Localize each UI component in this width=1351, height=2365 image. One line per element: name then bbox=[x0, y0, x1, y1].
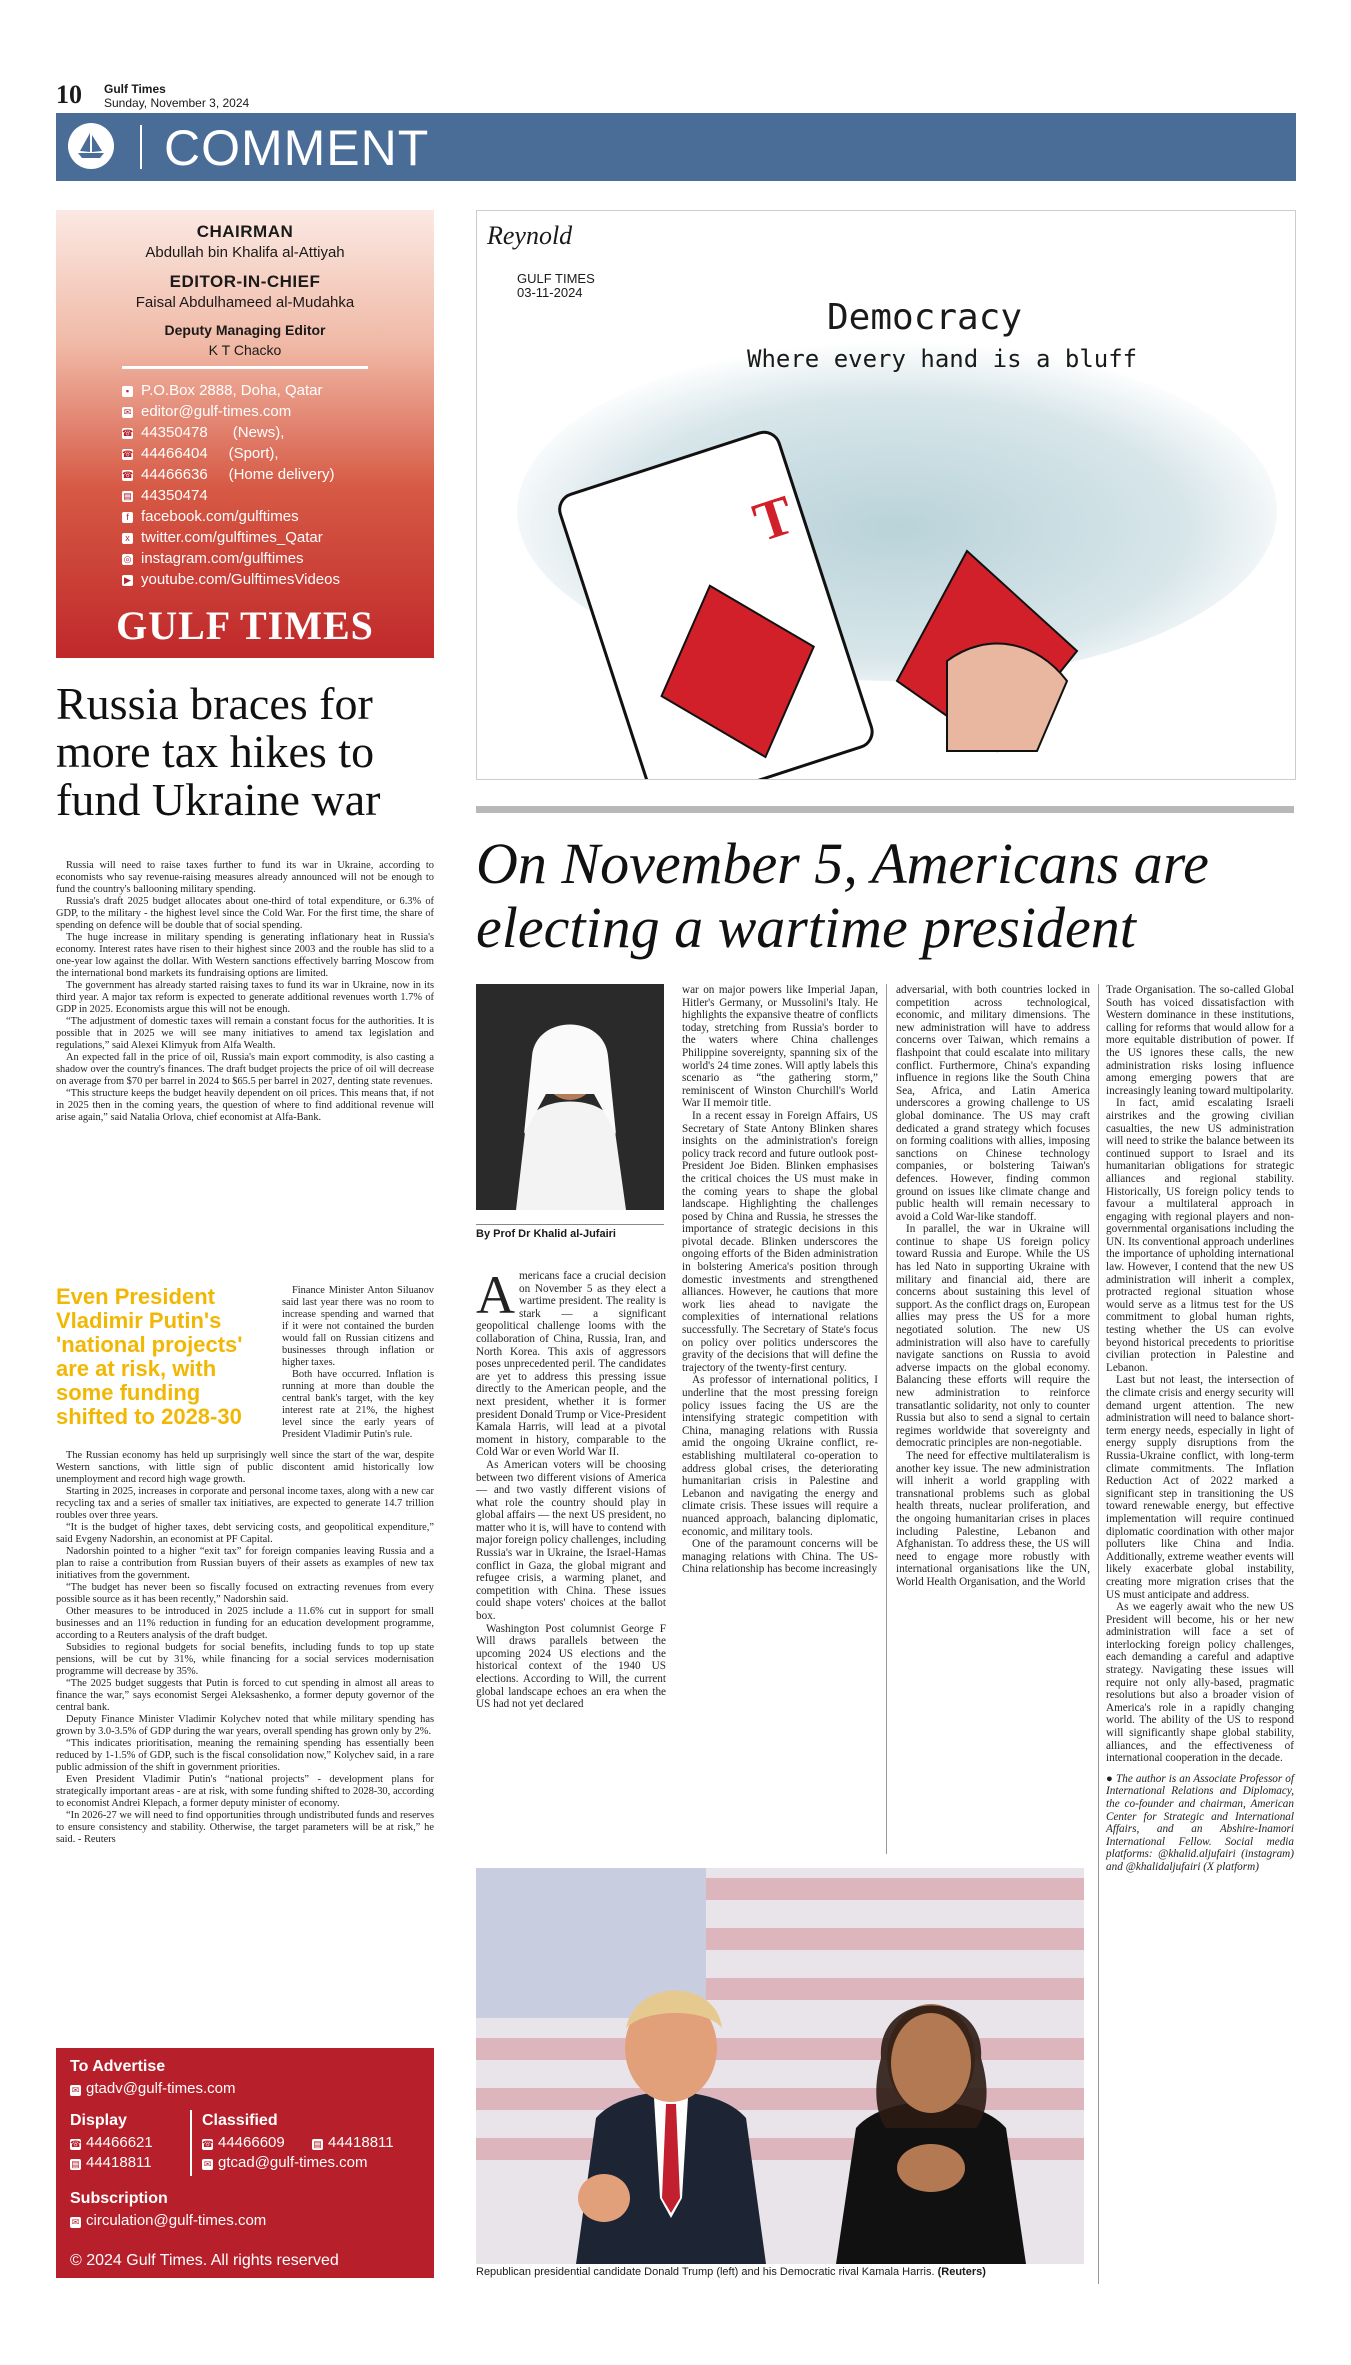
display-fax[interactable]: ▤ 44418811 bbox=[71, 2154, 152, 2171]
instagram-icon: ◎ bbox=[123, 554, 132, 564]
main-article-col3: adversarial, with both countries locked in competition across technological, economic, and military dimensions. The new administration will have to address concerns over Taiwan, which remains a flashpoint that could escalate into military conflict. Furthermore, China's expanding influence in regions like the South China Sea, Africa, and Latin America underscores a growing challenge to US global dominance. The US may craft dedicated a grand strategy which focuses on forming coalitions with allies, imposing sanctions on Chinese technology companies, or bolstering Taiwan's defences. However, finding common ground on issues like climate change and public health will remain necessary to avoid a Cold War-like standoff. In parallel, the war in Ukraine will continue to shape US foreign policy toward Russia and Europe. While the US has led Nato in supporting Ukraine with military and financial aid, there are concerns about sustaining this level of support. As the conflict drags on, European allies may press the US for a more negotiated solution. The new US administration will also have to carefully navigate sanctions on Russia to avoid adverse impacts on the global economy. Balancing these efforts will require the new administration to reinforce transatlantic solidarity, not only to counter Russia but also to send a signal to certain regimes worldwide that sovereignty and democratic principles are non-negotiable. The need for effective multilateralism is another key issue. The new administration will inherit a world grappling with transnational problems such as global health threats, nuclear proliferation, and the ongoing humanitarian crises in places including Palestine, Lebanon and Afghanistan. To address these, the US will need to engage more robustly with international organisations like the UN, World Health Organisation, and the World bbox=[896, 984, 1090, 1588]
left-article-body-bottom: The Russian economy has held up surprisingly well since the start of the war, despite Western sanctions, with little sign of public discontent amid historically low unemployment and record high wage growth. Starting in 2025, increases in corporate and personal income taxes, along with a new car recycling tax and a series of smaller tax initiatives, are expected to generate 14.7 trillion roubles over three years. “It is the budget of higher taxes, debt servicing costs, and geopolitical expenditure,” said Evgeny Nadorshin, an economist at PF Capital. Nadorshin pointed to a higher “exit tax” for foreign companies leaving Russia and a plan to raise a contribution from Russian buyers of their assets as examples of new tax initiatives from the government. “The budget has never been so fiscally focused on extracting revenues from every possible source as it has been recently,” Nadorshin said. Other measures to be introduced in 2025 include a 11.6% cut in support for small businesses and an 11% reduction in funding for an education development programme, according to a Reuters analysis of the draft budget. Subsidies to regional budgets for social benefits, including funds to top up state pensions, will be cut by 31%, while financing for a social services modernisation programme will decrease by 35%. “The 2025 budget suggests that Putin is forced to cut spending in almost all areas to finance the war,” says economist Sergei Aleksashenko, a former deputy governor of the central bank. Deputy Finance Minister Vladimir Kolychev noted that while military spending has grown by 3.0-3.5% of GDP during the war years, overall spending has grown only by 2%. “This indicates prioritisation, meaning the remaining spending has essentially been reduced by 1-1.5% of GDP, such is the fiscal consolidation now,” Kolychev said, in a rare public admission of the shift in government priorities. Even President Vladimir Putin's “national projects” - development plans for strategically important areas - are at risk, with some funding shifted to 2028-30, according to economist Andrei Klepach, a former deputy minister of economy. “In 2026-27 we will need to find opportunities through undistributed funds and reserves to ensure consistency and stability. Otherwise, the target parameters will be at risk,” he said. - Reuters bbox=[56, 1450, 434, 1845]
chairman-title: CHAIRMAN bbox=[196, 222, 294, 241]
x-icon: x bbox=[122, 533, 133, 544]
cartoon-date: 03-11-2024 bbox=[517, 285, 583, 300]
main-article-headline: On November 5, Americans are electing a wartime president bbox=[476, 831, 1209, 960]
advertise-email[interactable]: ✉ gtadv@gulf-times.com bbox=[71, 2080, 236, 2097]
publication-name: Gulf Times bbox=[104, 82, 166, 96]
left-article-side-column: Finance Minister Anton Siluanov said last year there was no room to increase spending and warned that if it were not contained the burden would fall on Russian citizens and businesses through inflation or higher taxes. Both have occurred. Inflation is running at more than double the central bank's target, with the key interest rate at 21%, the highest level since the early years of President Vladimir Putin's rule. bbox=[282, 1285, 434, 1440]
email-icon: ✉ bbox=[71, 2217, 80, 2227]
fax-icon: ▤ bbox=[313, 2139, 322, 2149]
gulf-times-logo: GULF TIMES bbox=[116, 603, 374, 648]
masthead-divider bbox=[122, 366, 368, 369]
photo-credit: (Reuters) bbox=[937, 2266, 986, 2278]
card-letter: T bbox=[746, 483, 802, 555]
youtube-icon: ▶ bbox=[122, 575, 133, 586]
chairman-name: Abdullah bin Khalifa al-Attiyah bbox=[145, 244, 345, 261]
contact-facebook[interactable]: f facebook.com/gulftimes bbox=[122, 508, 299, 525]
deputy-name: K T Chacko bbox=[208, 342, 282, 358]
subscription-email[interactable]: ✉ circulation@gulf-times.com bbox=[71, 2212, 267, 2229]
contact-fax[interactable]: ▤ 44350474 bbox=[123, 487, 208, 504]
cartoon-publication: GULF TIMES bbox=[517, 271, 595, 286]
author-photo bbox=[476, 984, 664, 1210]
ad-divider bbox=[190, 2110, 192, 2176]
email-icon: ✉ bbox=[123, 407, 132, 417]
advertising-box bbox=[56, 2048, 434, 2278]
author-note: ● The author is an Associate Professor of International Relations and Diplomacy, the co-founder and chairman, American Center for Strategic and International Affairs, and an Abshire-Inamori International Fellow. Social media platforms: @khalid.aljufairi (instagram) and @khalidaljufairi (X platform) bbox=[1106, 1772, 1294, 1873]
main-article-col4: Trade Organisation. The so-called Global South has voiced dissatisfaction with Western dominance in these institutions, calling for reforms that would allow for a more equitable distribution of power. If the US ignores these calls, the new administration risks losing influence among emerging powers that are increasingly leaning toward multipolarity. In fact, amid escalating Israeli airstrikes and the growing civilian casualties, the new US administration will need to strike the balance between its continued support to Israel and its humanitarian obligations for strategic alliances and regional stability. Historically, US foreign policy tends to favour a multilateral approach in engaging with regional players and non-governmental organisations including the UN. Its conventional approach underlines the importance of upholding international law. However, I contend that the new US administration will inherit a complex, protracted regional situation whose would serve as a litmus test for the US commitment to global human rights, testing whether the US can evolve beyond historical precedents to prioritise civilian protection in Palestine and Lebanon. Last but not least, the intersection of the climate crisis and energy security will demand urgent attention. The new administration will need to balance short-term energy needs, especially in light of energy supply disruptions from the Russia-Ukraine conflict, with long-term climate commitments. The Inflation Reduction Act of 2022 marked a significant step in transitioning the US toward renewable energy, but effective implementation will require continued diplomatic coordination with other major polluters like China and India. Additionally, extreme weather events will likely exacerbate global instability, creating more migration crises that the US must anticipate and address. As we eagerly await who the new US President will become, his or her new administration will face a set of interlocking foreign policy challenges, each demanding a careful and adaptive strategy. Navigating these issues will require not only ally-based, pragmatic resolutions but also a broader vision of America's role in a rapidly changing world. The ability of the US to respond will significantly shape global stability, alliances, and the effectiveness of international cooperation in the decade. ● The author is an Associate Professor of International Relations and Diplomacy, the co-founder and chairman, American Center for Strategic and International Affairs, and an Abshire-Inamori International Fellow. Social media platforms: @khalid.aljufairi (instagram) and @khalidaljufairi (X platform) bbox=[1106, 984, 1294, 1873]
candidates-photo bbox=[476, 1868, 1084, 2264]
main-article-col1: A mericans face a crucial decision on November 5 as they elect a wartime president. The reality is stark — a significant geopolitical challenge looms with the collaboration of China, Russia, Iran, and North Korea. This axis of aggressors poses unprecedented peril. The candidates are yet to address this pressing issue directly to the American people, and the next president, whether it is former president Donald Trump or Vice-President Kamala Harris, will lead at a pivotal moment in history, comparable to the Cold War or even World War II. As American voters will be choosing between two different visions of America — and two vastly different visions of what role the country should play in global affairs — the next US president, no matter who it is, will have to contend with major foreign policy challenges, including Russia's war in Ukraine, the Israel-Hamas conflict in Gaza, the global migrant and refugee crisis, a warming planet, and competition with China. These issues could shape voters' choices at the ballot box. Washington Post columnist George F Will draws parallels between the upcoming 2024 US elections and the historical context of the 1940 US elections. According to Will, the current global landscape echoes an era when the US had not yet declared bbox=[476, 1265, 666, 1711]
contact-address: ▪ P.O.Box 2888, Doha, Qatar bbox=[122, 382, 323, 399]
phone-icon: ☎ bbox=[70, 2139, 82, 2149]
editor-name: Faisal Abdulhameed al-Mudahka bbox=[135, 294, 355, 311]
column-rule bbox=[886, 984, 887, 1854]
email-icon: ✉ bbox=[203, 2159, 212, 2169]
byline: By Prof Dr Khalid al-Jufairi bbox=[476, 1228, 616, 1240]
facebook-icon: f bbox=[122, 512, 133, 523]
editorial-cartoon bbox=[476, 210, 1296, 780]
deputy-title: Deputy Managing Editor bbox=[164, 322, 326, 338]
page-number: 10 bbox=[56, 80, 82, 109]
phone-icon: ☎ bbox=[122, 449, 134, 459]
copyright: © 2024 Gulf Times. All rights reserved bbox=[70, 2252, 339, 2269]
section-rule bbox=[476, 806, 1294, 813]
publication-date: Sunday, November 3, 2024 bbox=[104, 96, 250, 110]
column-rule bbox=[1098, 984, 1099, 2284]
contact-instagram[interactable]: ◎ instagram.com/gulftimes bbox=[123, 550, 304, 567]
pull-quote: Even President Vladimir Putin's 'national projects' are at risk, with some funding shifted to 2028-30 bbox=[56, 1284, 243, 1429]
contact-email[interactable]: ✉ editor@gulf-times.com bbox=[123, 403, 292, 420]
left-article-headline: Russia braces for more tax hikes to fund Ukraine war bbox=[56, 678, 381, 825]
display-phone[interactable]: ☎ 44466621 bbox=[70, 2134, 153, 2151]
editor-title: EDITOR-IN-CHIEF bbox=[169, 272, 321, 291]
banner-divider bbox=[140, 125, 142, 169]
fax-icon: ▤ bbox=[123, 491, 132, 501]
section-title: COMMENT bbox=[164, 120, 430, 176]
phone-icon: ☎ bbox=[122, 470, 134, 480]
ship-logo-icon bbox=[68, 123, 114, 169]
classified-fax[interactable]: ▤ 44418811 bbox=[313, 2134, 394, 2151]
cartoon-title: Democracy bbox=[827, 297, 1023, 338]
classified-email[interactable]: ✉ gtcad@gulf-times.com bbox=[203, 2154, 368, 2171]
mailbox-icon: ▪ bbox=[122, 386, 133, 397]
cartoonist-signature: Reynold bbox=[487, 221, 573, 250]
contact-phone-news[interactable]: ☎ 44350478 (News), bbox=[122, 424, 285, 441]
contact-phone-sport[interactable]: ☎ 44466404 (Sport), bbox=[122, 445, 279, 462]
phone-icon: ☎ bbox=[202, 2139, 214, 2149]
display-title: Display bbox=[70, 2112, 127, 2129]
left-article-body-top: Russia will need to raise taxes further to fund its war in Ukraine, according to economists who say revenue-raising measures already announced will not be enough to fund the country's ballooning military spending. Russia's draft 2025 budget allocates about one-third of total expenditure, or 6.3% of GDP, to the military - the highest level since the Cold War. For the first time, the share of spending on defence will be double that of social spending. The huge increase in military spending is generating inflationary heat in Russia's economy. Interest rates have risen to their highest since 2003 and the rouble has slid to a one-year low against the dollar. With Western sanctions effectively barring Moscow from the international bond markets its fundraising options are limited. The government has already started raising taxes to fund its war in Ukraine, now in its third year. A major tax reform is expected to generate additional revenues worth 1.7% of GDP in 2025. Economists argue this will not be enough. “The adjustment of domestic taxes will remain a constant focus for the authorities. It is possible that in 2025 we will see many initiatives to amend tax legislation and regulations,” said Alexei Klimyuk from Alfa Wealth. An expected fall in the price of oil, Russia's main export commodity, is also casting a shadow over the country's finances. The draft budget projects the price of oil will decrease on average from $70 per barrel in 2024 to $65.5 per barrel in 2027, denting state revenues. “This structure keeps the budget heavily dependent on oil prices. This means that, if not in 2025 then in the coming years, the question of where to find additional revenue will arise again,” said Natalia Orlova, chief economist at Alfa-Bank. bbox=[56, 860, 434, 1123]
email-icon: ✉ bbox=[71, 2085, 80, 2095]
main-article-col2: war on major powers like Imperial Japan, Hitler's Germany, or Mussolini's Italy. He highlights the expansive theatre of conflicts today, stretching from Russia's border to the waters where China challenges Philippine sovereignty, spanning six of the world's 24 time zones. Will aptly labels this scenario as “the gathering storm,” reminiscent of Winston Churchill's World War II memoir title. In a recent essay in Foreign Affairs, US Secretary of State Antony Blinken shares insights on the administration's foreign policy track record and future outlook post-President Joe Biden. Blinken emphasises the critical choices the US must make in the coming years to shape the global landscape. Highlighting the challenges posed by China and Russia, he stresses the importance of strategic decisions in this pivotal decade. Blinken underscores the ongoing efforts of the Biden administration in bolstering America's position through domestic investments and strengthened alliances. However, he cautions that more work lies ahead to navigate the complexities of international relations successfully. The Secretary of State's focus on policy over politics underscores the gravity of the decisions that will define the trajectory of the twenty-first century. As professor of international politics, I underline that the most pressing foreign policy issues facing the US are the intensifying strategic competition with China, managing relations with Russia amid the ongoing Ukraine conflict, re-establishing multilateral co-operation to address global crises, the deteriorating humanitarian crisis in Palestine and Lebanon and navigating the energy and climate crisis. These issues will require a nuanced approach, balancing diplomatic, economic, and military tools. One of the paramount concerns will be managing relations with China. The US-China relationship has become increasingly bbox=[682, 984, 878, 1576]
byline-rule bbox=[476, 1224, 664, 1225]
contact-twitter[interactable]: x twitter.com/gulftimes_Qatar bbox=[122, 529, 323, 546]
advertise-title: To Advertise bbox=[70, 2058, 166, 2075]
contact-phone-delivery[interactable]: ☎ 44466636 (Home delivery) bbox=[122, 466, 335, 483]
contact-youtube[interactable]: ▶ youtube.com/GulftimesVideos bbox=[122, 571, 340, 588]
subscription-title: Subscription bbox=[70, 2190, 168, 2207]
drop-cap: A bbox=[476, 1265, 515, 1325]
fax-icon: ▤ bbox=[71, 2159, 80, 2169]
cartoon-subtitle: Where every hand is a bluff bbox=[747, 345, 1138, 373]
classified-phone[interactable]: ☎ 44466609 bbox=[202, 2134, 285, 2151]
section-banner bbox=[56, 113, 1296, 181]
phone-icon: ☎ bbox=[122, 428, 134, 438]
masthead-box bbox=[56, 210, 434, 658]
photo-caption: Republican presidential candidate Donald Trump (left) and his Democratic rival Kamala Harris. (Reuters) bbox=[476, 2266, 986, 2278]
classified-title: Classified bbox=[202, 2112, 278, 2129]
